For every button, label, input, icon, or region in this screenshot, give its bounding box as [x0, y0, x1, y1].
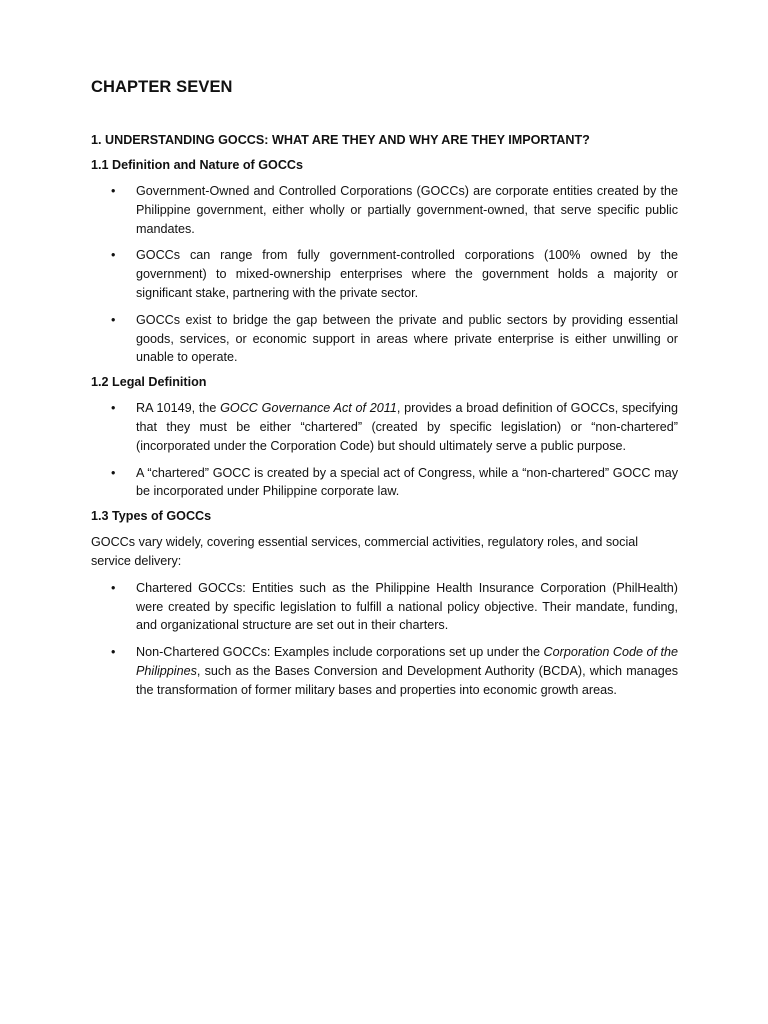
- list-item: • A “chartered” GOCC is created by a special act of Congress, while a “non-chartered” GOCC may be incorporated under Philippine corporate law.: [91, 464, 678, 502]
- subsection-title-1-1: 1.1 Definition and Nature of GOCCs: [91, 158, 304, 172]
- subsection-title-1-2: 1.2 Legal Definition: [91, 375, 207, 390]
- list-item-text: , provides a broad definition of GOCCs, specifying that they must be either “chartered” (created by specific legislation) or “non-chartered” (incorporated under the Corporation Code) but should ultimately serve a public purpose.: [136, 401, 678, 453]
- act-title: GOCC Governance Act of 2011: [220, 401, 397, 416]
- bullet-list-1-3: [91, 579, 678, 700]
- code-title: Corporation Code of the Philippines: [136, 645, 678, 678]
- section-title: 1. UNDERSTANDING GOCCS: WHAT ARE THEY AND WHY ARE THEY IMPORTANT?: [91, 133, 590, 147]
- subsection-title-1-3: 1.3 Types of GOCCs: [91, 509, 212, 524]
- list-item: • GOCCs exist to bridge the gap between the private and public sectors by providing essential goods, services, or economic support in areas where private enterprise is either unwilling or unable to operate.: [91, 311, 678, 367]
- list-item-text: RA 10149, the: [136, 401, 221, 416]
- chapter-title: CHAPTER SEVEN: [91, 78, 233, 96]
- list-item: • Government-Owned and Controlled Corporations (GOCCs) are corporate entities created by the Philippine government, either wholly or partially government-owned, that serve specific public mandates.: [91, 182, 678, 238]
- list-item: [91, 643, 678, 699]
- bullet-list-1-2: [91, 399, 678, 501]
- intro-paragraph: GOCCs vary widely, covering essential services, commercial activities, regulatory roles, and social service delivery:: [91, 535, 639, 568]
- bullet-list-1-1: [91, 182, 678, 367]
- list-item-text: Non-Chartered GOCCs: Examples include corporations set up under the: [136, 645, 544, 660]
- list-item: • Chartered GOCCs: Entities such as the Philippine Health Insurance Corporation (PhilHealth) were created by specific legislation to fulfill a national policy objective. Their mandate, funding, and organizational structure are set out in their charters.: [91, 579, 678, 635]
- list-item-text: , such as the Bases Conversion and Development Authority (BCDA), which manages the transformation of former military bases and properties into economic growth areas.: [136, 663, 678, 697]
- list-item: • GOCCs can range from fully government-controlled corporations (100% owned by the government) to mixed-ownership enterprises where the government holds a majority or significant stake, partnering with the private sector.: [91, 246, 678, 302]
- list-item: [91, 399, 678, 455]
